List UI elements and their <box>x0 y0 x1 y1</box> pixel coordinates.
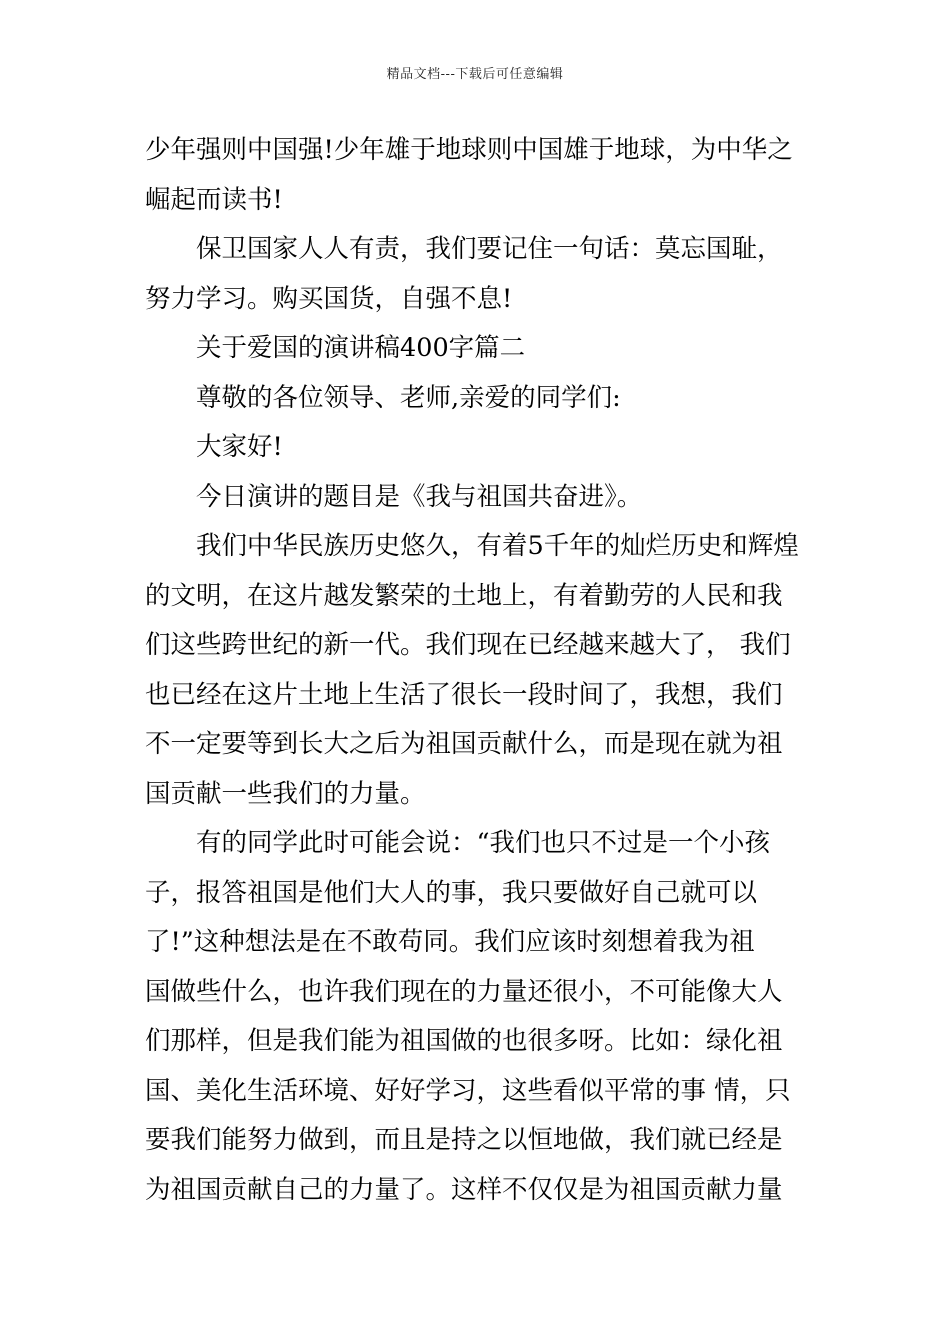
text-line: 也已经在这片土地上生活了很长一段时间了，我想，我们 <box>145 679 783 710</box>
document-body <box>145 126 810 1215</box>
text-line: 为祖国贡献自己的力量了。这样不仅仅是为祖国贡献力量 <box>145 1174 783 1205</box>
text-line: 关于爱国的演讲稿400字篇二 <box>196 333 526 363</box>
text-line: 们这些跨世纪的新一代。我们现在已经越来越大了， 我们 <box>145 630 791 660</box>
text-line: 国贡献一些我们的力量。 <box>145 778 426 809</box>
greeting <box>145 423 810 473</box>
text-line: 要我们能努力做到，而且是持之以恒地做，我们就已经是 <box>145 1125 783 1155</box>
salutation <box>145 374 810 424</box>
text-line: 了!”这种想法是在不敢苟同。我们应该时刻想着我为祖 <box>145 927 755 957</box>
text-line: 保卫国家人人有责，我们要记住一句话：莫忘国耻， <box>196 234 783 264</box>
text-line: 我们中华民族历史悠久，有着5千年的灿烂历史和辉煌 <box>196 531 799 561</box>
page-header: 精品文档---下载后可任意编辑 <box>386 67 564 82</box>
text-line: 大家好! <box>196 432 283 462</box>
paragraph-1 <box>145 126 810 225</box>
text-line: 崛起而读书! <box>145 184 283 215</box>
text-line: 今日演讲的题目是《我与祖国共奋进》。 <box>196 481 643 512</box>
text-line: 尊敬的各位领导、老师,亲爱的同学们: <box>196 382 621 413</box>
text-line: 的文明，在这片越发繁荣的土地上，有着勤劳的人民和我 <box>145 580 783 611</box>
speech-topic <box>145 473 810 523</box>
paragraph-students <box>145 819 810 1215</box>
text-line: 们那样，但是我们能为祖国做的也很多呀。比如：绿化祖 <box>145 1026 783 1056</box>
text-line: 国、美化生活环境、好好学习，这些看似平常的事 情，只 <box>145 1075 791 1106</box>
text-line: 子，报答祖国是他们大人的事，我只要做好自己就可以 <box>145 877 758 908</box>
text-line: 有的同学此时可能会说：“我们也只不过是一个小孩 <box>196 828 771 858</box>
text-line: 少年强则中国强!少年雄于地球则中国雄于地球，为中华之 <box>145 135 793 165</box>
section-title <box>145 324 810 374</box>
paragraph-history <box>145 522 810 819</box>
text-line: 努力学习。购买国货，自强不息! <box>145 283 513 314</box>
text-line: 国做些什么，也许我们现在的力量还很小，不可能像大人 <box>145 976 783 1007</box>
paragraph-2 <box>145 225 810 324</box>
text-line: 不一定要等到长大之后为祖国贡献什么，而是现在就为祖 <box>145 729 783 759</box>
